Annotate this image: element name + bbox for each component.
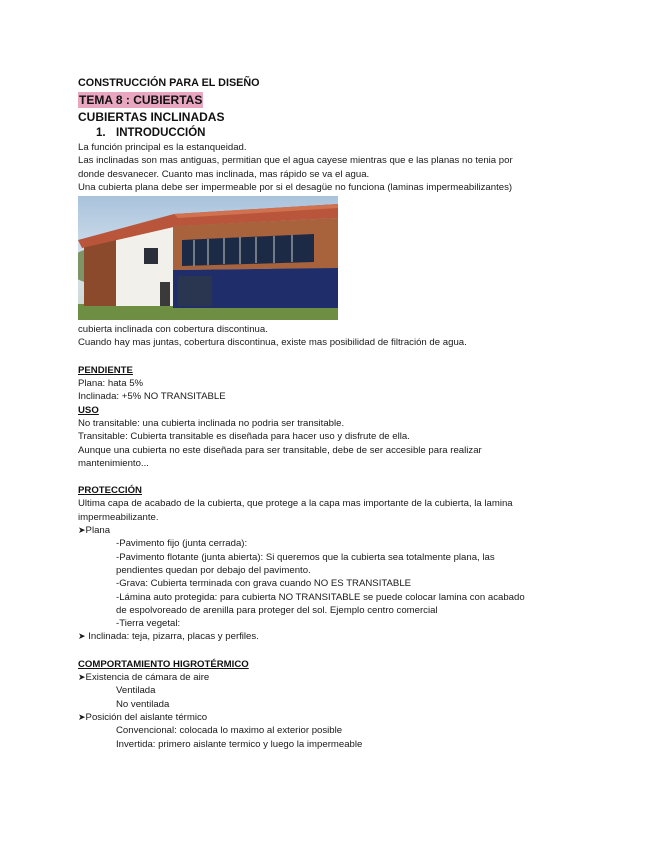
intro-number: 1. <box>96 127 106 139</box>
intro-paragraph-1: La función principal es la estanqueidad. <box>78 142 247 153</box>
pendiente-line-2: Inclinada: +5% NO TRANSITABLE <box>78 391 226 403</box>
proteccion-subitem: -Grava: Cubierta terminada con grava cuando NO ES TRANSITABLE <box>116 578 412 590</box>
plana-label: Plana <box>85 525 111 537</box>
proteccion-line-1b: impermeabilizante. <box>78 511 159 523</box>
camara-item <box>78 671 578 684</box>
camara-subitem: Ventilada <box>116 685 156 697</box>
uso-heading: USO <box>78 404 99 416</box>
document-page <box>78 76 578 751</box>
posicion-subitem: Invertida: primero aislante termico y luego la impermeable <box>116 738 363 750</box>
proteccion-subitem: -Pavimento fijo (junta cerrada): <box>116 538 248 550</box>
intro-paragraph-3: Una cubierta plana debe ser impermeable por si el desagüe no funciona (laminas impermeabilizantes) <box>78 181 513 193</box>
arrow-bullet-icon: ➤ <box>78 525 86 536</box>
intro-paragraph-2a: Las inclinadas son mas antiguas, permitian que el agua cayese mientras que e las planas no tenia por <box>78 155 513 167</box>
uso-line-3b: mantenimiento... <box>78 457 149 469</box>
posicion-item <box>78 711 578 724</box>
arrow-bullet-icon: ➤ <box>78 672 86 683</box>
intro-paragraph-4: Cuando hay mas juntas, cobertura discontinua, existe mas posibilidad de filtración de agua. <box>78 337 467 349</box>
inclinada-label: Inclinada: teja, pizarra, placas y perfiles. <box>88 631 259 643</box>
house-photo <box>78 196 338 320</box>
course-title: CONSTRUCCIÓN PARA EL DISEÑO <box>78 77 260 89</box>
uso-line-3a: Aunque una cubierta no este diseñada para ser transitable, debe de ser accesible para realizar <box>78 444 482 456</box>
camara-label: Existencia de cámara de aire <box>85 672 210 684</box>
proteccion-subitem: pendientes quedan por debajo del pavimento. <box>116 564 311 576</box>
proteccion-line-1a: Ultima capa de acabado de la cubierta, que protege a la capa mas importante de la cubierta, la lamina <box>78 498 513 510</box>
intro-paragraph-2b: donde desvanecer. Cuanto mas inclinada, mas rápido se va el agua. <box>78 168 370 180</box>
proteccion-heading: PROTECCIÓN <box>78 485 142 497</box>
pendiente-line-1: Plana: hata 5% <box>78 378 144 390</box>
camara-subitem: No ventilada <box>116 698 170 710</box>
pendiente-heading: PENDIENTE <box>78 364 133 376</box>
proteccion-subitem: de espolvoreado de arenilla para proteger del sol. Ejemplo centro comercial <box>116 604 438 616</box>
uso-line-1: No transitable: una cubierta inclinada no podria ser transitable. <box>78 417 345 429</box>
arrow-bullet-icon: ➤ <box>78 631 86 642</box>
proteccion-subitem: -Lámina auto protegida: para cubierta NO TRANSITABLE se puede colocar lamina con acabado <box>116 591 525 603</box>
inclinada-item <box>78 630 578 643</box>
intro-heading <box>78 125 578 141</box>
proteccion-subitem: -Tierra vegetal: <box>116 618 181 630</box>
tema-title: TEMA 8 : CUBIERTAS <box>79 93 203 107</box>
posicion-subitem: Convencional: colocada lo maximo al exterior posible <box>116 725 343 737</box>
proteccion-subitem: -Pavimento flotante (junta abierta): Si queremos que la cubierta sea totalmente plana, las <box>116 551 495 563</box>
photo-caption: cubierta inclinada con cobertura discontinua. <box>78 324 268 336</box>
intro-title: INTRODUCCIÓN <box>116 127 206 139</box>
arrow-bullet-icon: ➤ <box>78 711 86 722</box>
posicion-label: Posición del aislante térmico <box>85 711 208 723</box>
plana-item <box>78 524 578 537</box>
uso-line-2: Transitable: Cubierta transitable es diseñada para hacer uso y disfrute de ella. <box>78 431 410 443</box>
higrotermico-heading: COMPORTAMIENTO HIGROTÉRMICO <box>78 658 249 670</box>
section-subtitle: CUBIERTAS INCLINADAS <box>78 110 225 124</box>
